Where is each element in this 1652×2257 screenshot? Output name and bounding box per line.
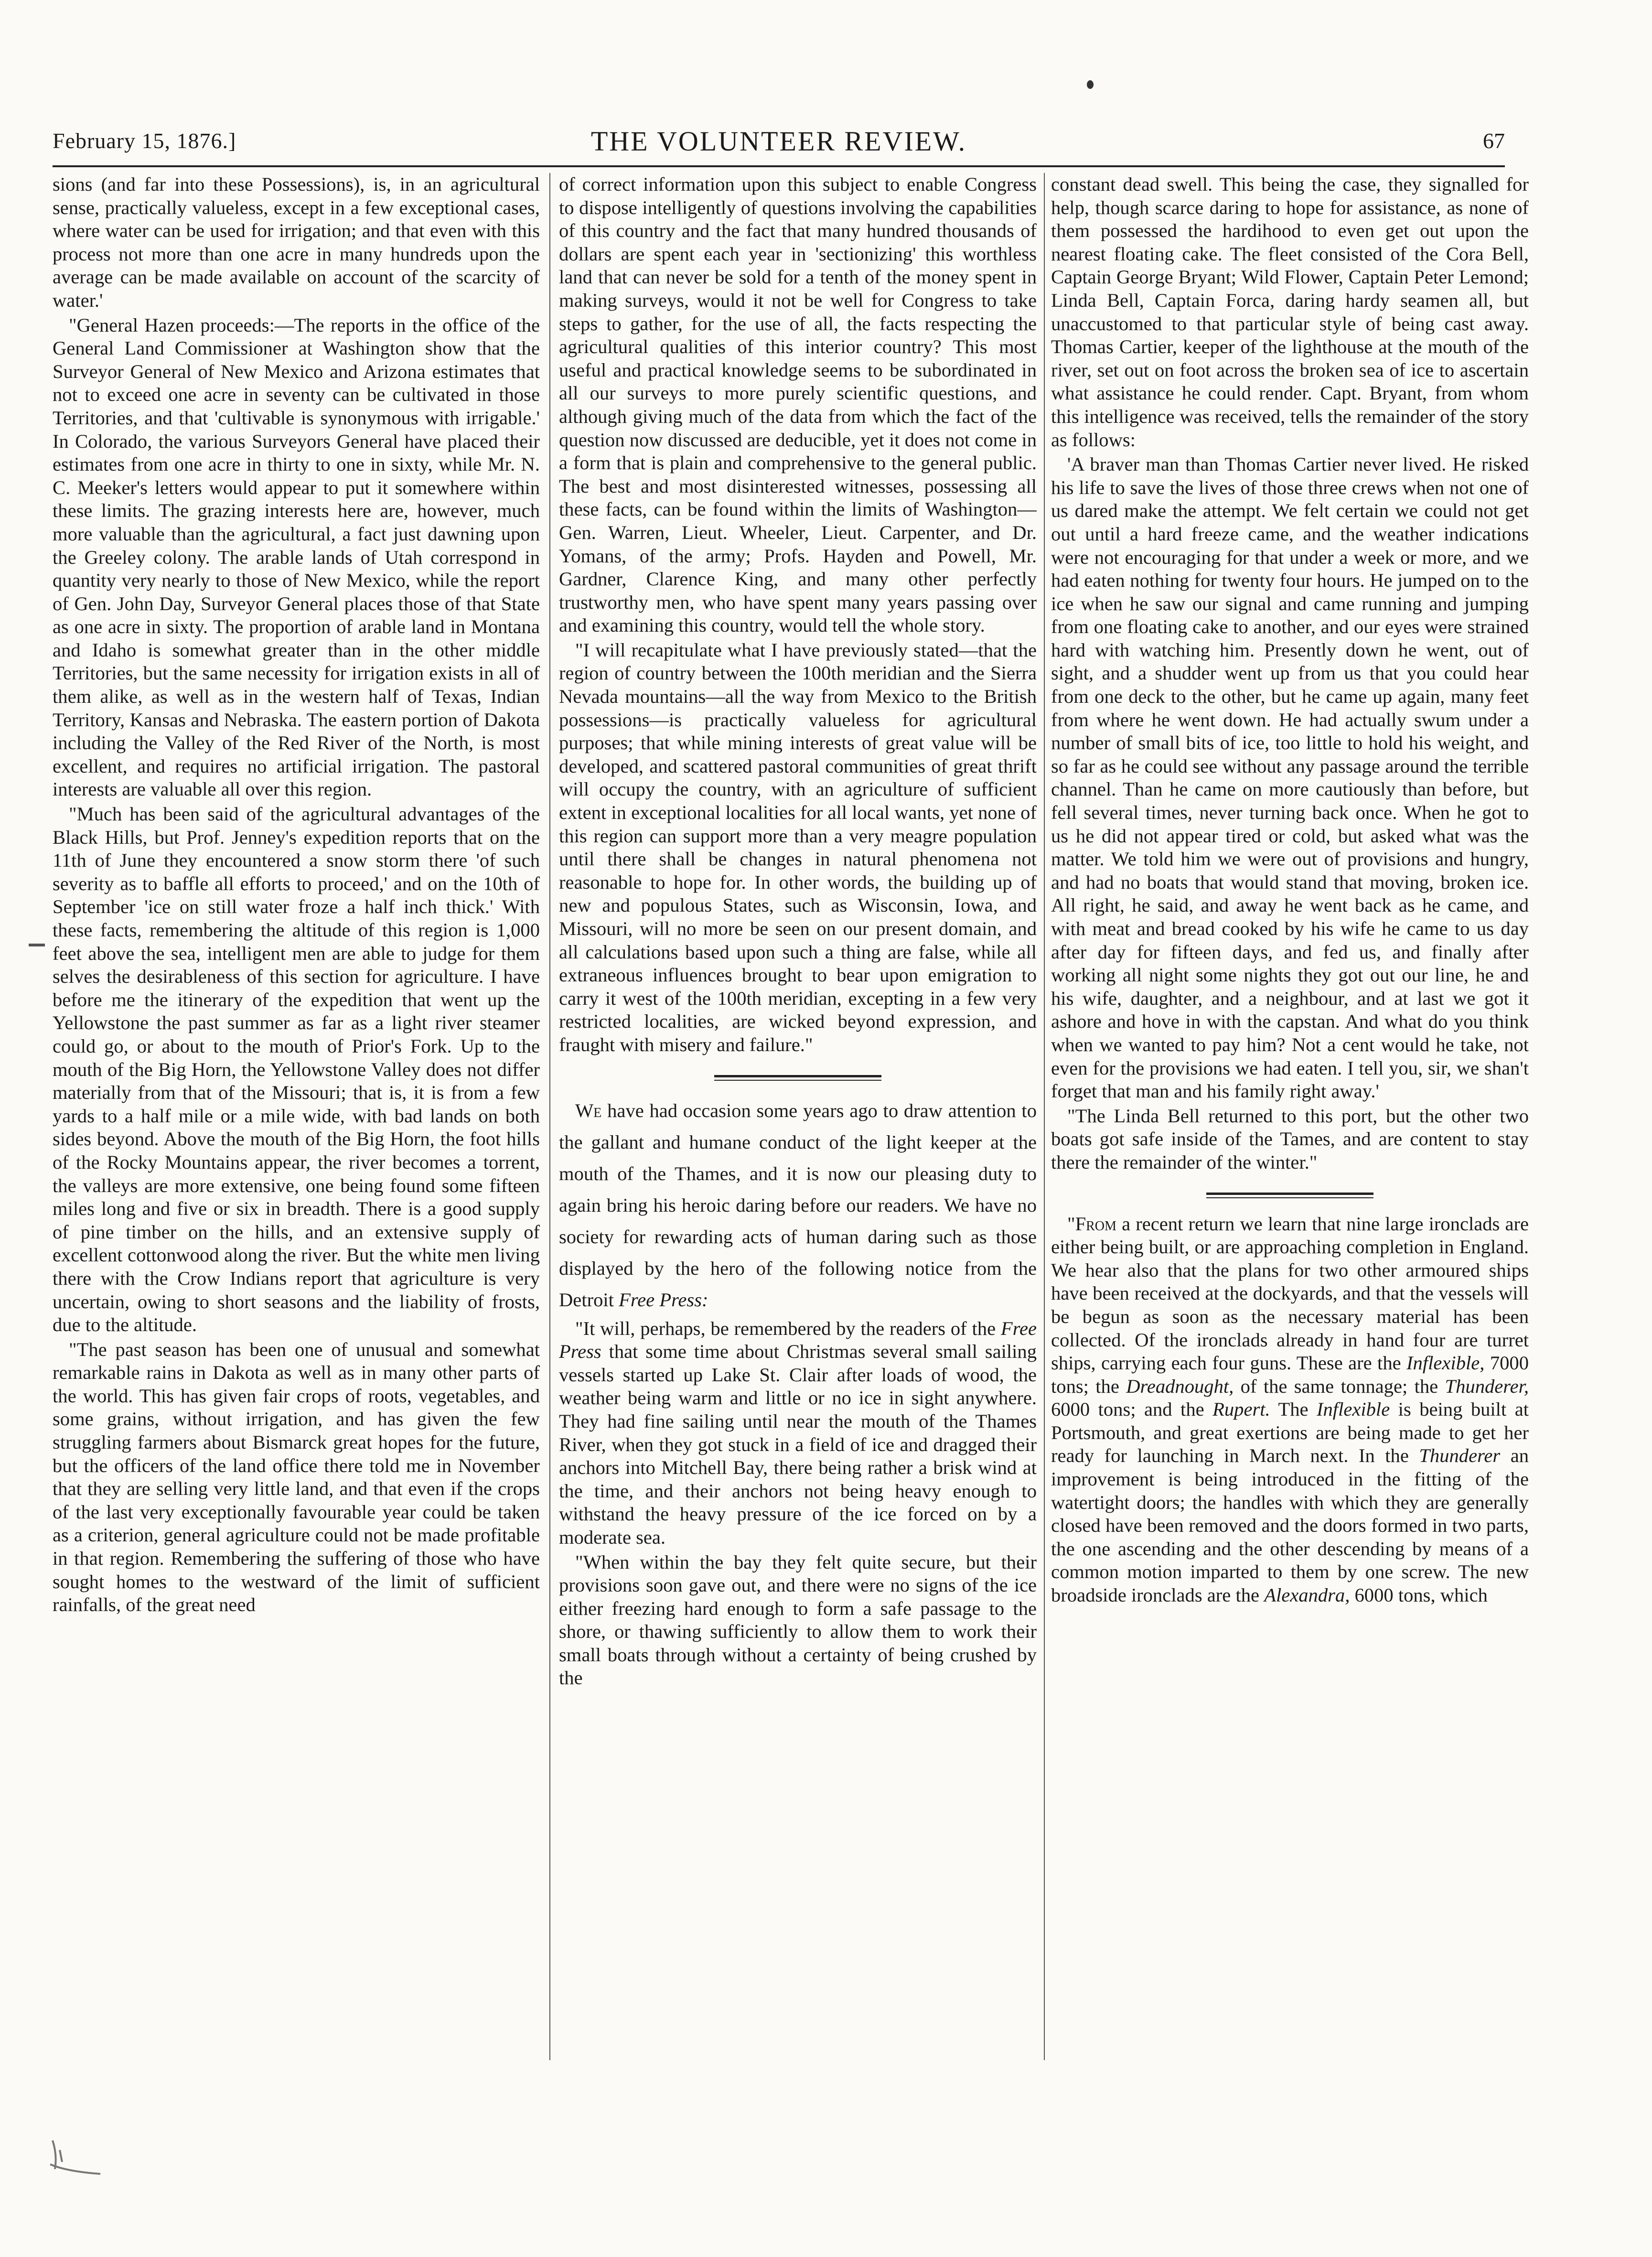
paragraph: "It will, perhaps, be remembered by the readers of the Free Press that some time about Christmas several small sailing vessels started up Lake St. Clair after loads of wood, the weather being warm and little or no ice in sight anywhere. They had fine sailing until near the mouth of the Thames River, when they got stuck in a field of ice and dragged their anchors into Mitchell Bay, there being rather a brisk wind at the time, and their anchors not being heavy enough to withstand the heavy pressure of the ice forced on by a moderate sea.	[559, 1317, 1037, 1548]
paragraph: "The past season has been one of unusual and somewhat remarkable rains in Dakota as well as in many other parts of the world. This has given fair crops of roots, vegetables, and some grains, without irrigation, and has given the few struggling farmers about Bismarck great hopes for the future, but the officers of the land office there told me in November that they are selling very little land, and that even if the crops of the last very exceptionally favourable year could be taken as a criterion, general agriculture could not be made profitable in that region. Remembering the suffering of those who have sought homes to the westward of the limit of sufficient rainfalls, of the great need	[53, 1338, 540, 1616]
paragraph: "Much has been said of the agricultural advantages of the Black Hills, but Prof. Jenney's expedition reports that on the 11th of June they encountered a snow storm there 'of such severity as to baffle all efforts to proceed,' and on the 10th of September 'ice on still water froze a half inch thick.' With these facts, remembering the altitude of this region is 1,000 feet above the sea, intelligent men are able to judge for them selves the desirableness of this section for agriculture. I have before me the itinerary of the expedition that went up the Yellowstone the past summer as far as a light river steamer could go, or about to the mouth of Prior's Fork. Up to the mouth of the Big Horn, the Yellowstone Valley does not differ materially from that of the Missouri; that is, it is from a few yards to a half mile or a mile wide, with bad lands on both sides beyond. Above the mouth of the Big Horn, the foot hills of the Rocky Mountains appear, the river becomes a torrent, the valleys are more extensive, one being found some fifteen miles long and five or six in breadth. There is a good supply of pine timber on the hills, and an extensive supply of excellent cottonwood along the river. But the white men living there with the Crow Indians report that agriculture is very uncertain, owing to short seasons and the liability of frosts, due to the altitude.	[53, 803, 540, 1336]
column-divider	[1044, 173, 1045, 2060]
ship-name: Inflexible	[1317, 1398, 1390, 1420]
ship-name: Rupert.	[1212, 1398, 1270, 1420]
source-name: Free Press:	[619, 1289, 708, 1311]
header-rule	[53, 165, 1505, 167]
section-rule	[714, 1075, 881, 1081]
ship-name: Thunderer,	[1445, 1375, 1529, 1397]
ship-name: Thunderer	[1419, 1445, 1501, 1467]
paragraph: "The Linda Bell returned to this port, but the other two boats got safe inside of the Tames, and are content to stay there the remainder of the winter."	[1051, 1105, 1529, 1173]
column-1	[53, 173, 540, 2065]
page-number: 67	[1483, 129, 1505, 153]
ink-smudge	[48, 2136, 105, 2179]
lead-word: We	[575, 1099, 602, 1121]
paragraph: "I will recapitulate what I have previously stated—that the region of country between the 100th meridian and the Sierra Nevada mountains—all the way from Mexico to the British possessions—is practically valueless for agricultural purposes; that while mining interests of great value will be developed, and scattered pastoral communities of great thrift will occupy the country, with an agriculture of sufficient extent in exceptional localities for all local wants, yet none of this region can support more than a very meagre population until there shall be changes in natural phenomena not reasonable to hope for. In other words, the building up of new and populous States, such as Wisconsin, Iowa, and Missouri, will no more be seen on our present domain, and all calculations based upon such a thing are false, while all extraneous influences brought to bear upon emigration to carry it west of the 100th meridian, excepting in a few very restricted localities, are wicked beyond expression, and fraught with misery and failure."	[559, 639, 1037, 1055]
column-3	[1051, 173, 1529, 2065]
lead-word: "From	[1067, 1213, 1116, 1235]
ship-name: Alexandra,	[1264, 1584, 1350, 1606]
margin-mark	[29, 944, 45, 946]
ship-name: Inflexible,	[1406, 1352, 1485, 1374]
section-rule	[1206, 1193, 1373, 1198]
paragraph: constant dead swell. This being the case, they signalled for help, though scarce daring to hope for assistance, as none of them possessed the hardihood to even get out upon the nearest floating cake. The fleet consisted of the Cora Bell, Captain George Bryant; Wild Flower, Captain Peter Lemond; Linda Bell, Captain Forca, daring hardy seamen all, but unaccustomed to that particular style of being cast away. Thomas Cartier, keeper of the lighthouse at the mouth of the river, set out on foot across the broken sea of ice to ascertain what assistance he could render. Capt. Bryant, from whom this intelligence was received, tells the remainder of the story as follows:	[1051, 173, 1529, 451]
journal-title: THE VOLUNTEER REVIEW.	[590, 126, 967, 157]
paragraph: 'A braver man than Thomas Cartier never lived. He risked his life to save the lives of those three crews when not one of us dared make the attempt. We felt certain we could not get out until a hard freeze came, and the weather indications were not encouraging for that under a week or more, and we had eaten nothing for twenty four hours. He jumped on to the ice when he saw our signal and came running and jumping from one floating cake to another, and our eyes were strained hard with watching him. Presently down he went, out of sight, and a shudder went up from us that you could hear from one deck to the other, but he came up again, many feet from where he went down. He had actually swum under a number of small bits of ice, too little to hold his weight, and so far as he could see without any passage around the terrible channel. Than he came on more cautiously than before, but fell several times, never turning back once. When he got to us he did not appear tired or cold, but asked what was the matter. We told him we were out of provisions and hungry, and had no boats that would stand that moving, broken ice. All right, he said, and away he went back as he came, and with meat and bread cooked by his wife he came to us day after day for fifteen days, and fed us, and finally after working all night some nights they got out our line, he and his wife, daughter, and a neighbour, and at last we got it ashore and hove in with the capstan. And what do you think when we wanted to pay him? Not a cent would he take, not even for the provisions we had eaten. I tell you, sir, we shan't forget that man and his family right away.'	[1051, 453, 1529, 1102]
paragraph: "When within the bay they felt quite secure, but their provisions soon gave out, and there were no signs of the ice either freezing hard enough to form a safe passage to the shore, or thawing sufficiently to allow them to work their small boats through without a certainty of being crushed by the	[559, 1551, 1037, 1689]
ironclads-article: "From a recent return we learn that nine large ironclads are either being built, or are approaching completion in England. We hear also that the plans for two other armoured ships have been received at the dockyards, and that the vessels will be begun as soon as the necessary material has been collected. Of the ironclads already in hand four are turret ships, carrying each four guns. These are the Inflexible, 7000 tons; the Dreadnought, of the same tonnage; the Thunderer, 6000 tons; and the Rupert. The Inflexible is being built at Portsmouth, and great exertions are being made to get her ready for launching in March next. In the Thunderer an improvement is being introduced in the fitting of the watertight doors; the handles with which they are generally closed have been removed and the doors formed in two parts, the one ascending and the other descending by means of a common motion imparted to them by one screw. The new broadside ironclads are the Alexandra, 6000 tons, which	[1051, 1213, 1529, 1606]
header-date: February 15, 1876.]	[53, 129, 236, 153]
column-divider	[549, 173, 550, 2060]
ship-name: Dreadnought,	[1126, 1375, 1234, 1397]
page-header	[53, 125, 1505, 163]
paragraph: sions (and far into these Possessions), is, in an agricultural sense, practically valueless, except in a few exceptional cases, where water can be used for irrigation; and that even with this process not more than one acre in many hundreds upon the average can be made available on account of the scarcity of water.'	[53, 173, 540, 311]
source-name: Free Press	[559, 1317, 1037, 1363]
column-2	[559, 173, 1037, 2065]
article-intro: We have had occasion some years ago to draw attention to the gallant and humane conduct of the light keeper at the mouth of the Thames, and it is now our pleasing duty to again bring his heroic daring before our readers. We have no society for rewarding acts of human daring such as those displayed by the hero of the following notice from the Detroit Free Press:	[559, 1099, 1037, 1311]
paragraph: of correct information upon this subject to enable Congress to dispose intelligently of questions involving the capabilities of this country and the fact that many hundred thousands of dollars are spent each year in 'sectionizing' this worthless land that can never be sold for a tenth of the money spent in making surveys, would it not be well for Congress to take steps to gather, for the use of all, the facts respecting the agricultural qualities of this interior country? This most useful and practical knowledge seems to be subordinated in all our surveys to more purely scientific questions, and although giving much of the data from which the fact of the question now discussed are deducible, yet it does not come in a form that is plain and comprehensive to the general public. The best and most disinterested witnesses, possessing all these facts, can be found within the limits of Washington—Gen. Warren, Lieut. Wheeler, Lieut. Carpenter, and Dr. Yomans, of the army; Profs. Hayden and Powell, Mr. Gardner, Clarence King, and many other perfectly trustworthy men, who have spent many years passing over and examining this country, would tell the whole story.	[559, 173, 1037, 636]
paragraph: "General Hazen proceeds:—The reports in the office of the General Land Commissioner at Washington show that the Surveyor General of New Mexico and Arizona estimates that not to exceed one acre in seventy can be cultivated in those Territories, and that 'cultivable is synonymous with irrigable.' In Colorado, the various Surveyors General have placed their estimates from one acre in thirty to one in sixty, while Mr. N. C. Meeker's letters would appear to put it somewhere within these limits. The grazing interests here are, however, much more valuable than the agricultural, a fact just dawning upon the Greeley colony. The arable lands of Utah correspond in quantity very nearly to those of New Mexico, while the report of Gen. John Day, Surveyor General places those of that State as one acre in sixty. The proportion of arable land in Montana and Idaho is somewhat greater than in the other middle Territories, but the same necessity for irrigation exists in all of them alike, as well as in the western half of Texas, Indian Territory, Kansas and Nebraska. The eastern portion of Dakota including the Valley of the Red River of the North, is most excellent, and requires no artificial irrigation. The pastoral interests are valuable all over this region.	[53, 314, 540, 800]
ink-speck	[1087, 80, 1094, 89]
